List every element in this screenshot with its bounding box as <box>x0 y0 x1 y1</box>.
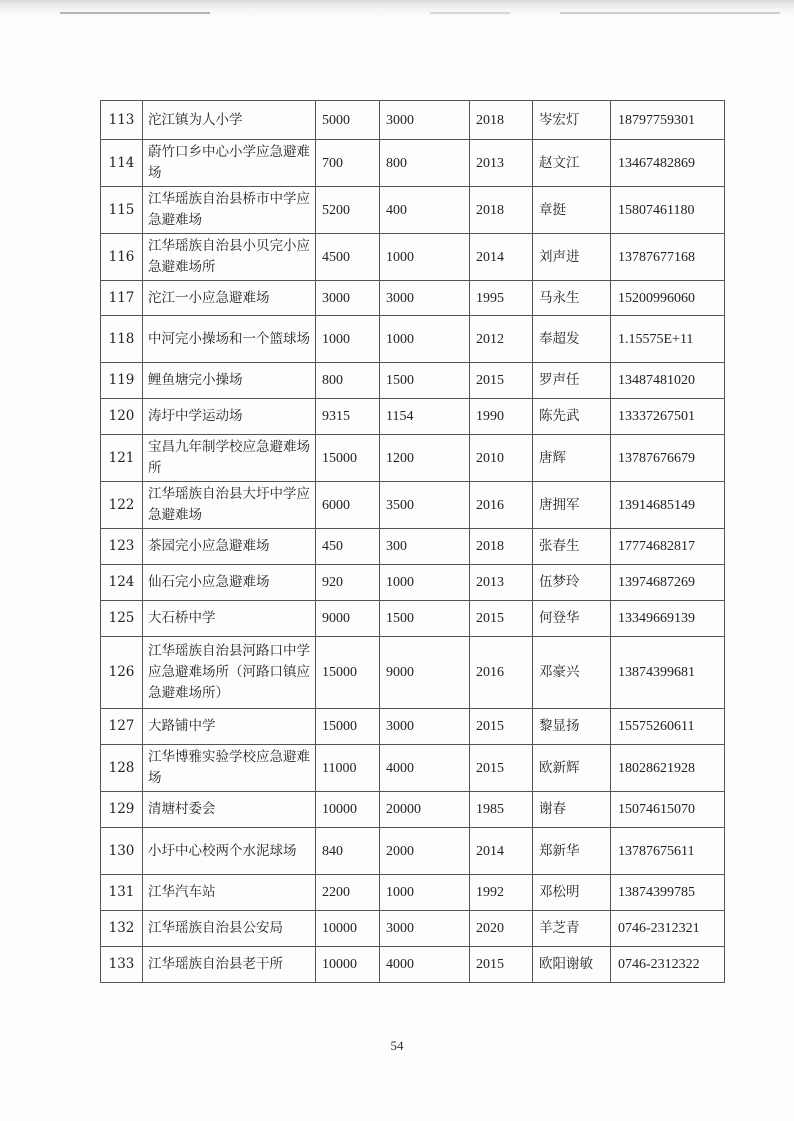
table-row <box>101 140 725 187</box>
cell-phone: 13914685149 <box>611 482 725 529</box>
cell-shelter-name: 江华瑶族自治县大圩中学应急避难场 <box>143 482 316 529</box>
cell-shelter-name: 江华瑶族自治县河路口中学应急避难场所（河路口镇应急避难场所） <box>143 637 316 709</box>
cell-contact-person: 谢春 <box>533 792 611 828</box>
cell-phone: 18797759301 <box>611 101 725 140</box>
cell-contact-person: 唐辉 <box>533 435 611 482</box>
cell-capacity: 1500 <box>380 363 470 399</box>
cell-year: 2016 <box>470 482 533 529</box>
table-row <box>101 565 725 601</box>
cell-year: 2020 <box>470 911 533 947</box>
cell-contact-person: 伍梦玲 <box>533 565 611 601</box>
cell-area: 920 <box>316 565 380 601</box>
cell-capacity: 400 <box>380 187 470 234</box>
cell-area: 5200 <box>316 187 380 234</box>
cell-phone: 13974687269 <box>611 565 725 601</box>
cell-area: 700 <box>316 140 380 187</box>
cell-phone: 13467482869 <box>611 140 725 187</box>
cell-contact-person: 欧阳谢敏 <box>533 947 611 983</box>
cell-index: 113 <box>101 101 143 140</box>
cell-year: 2014 <box>470 828 533 875</box>
cell-index: 131 <box>101 875 143 911</box>
cell-phone: 0746-2312321 <box>611 911 725 947</box>
cell-index: 115 <box>101 187 143 234</box>
cell-area: 9000 <box>316 601 380 637</box>
cell-area: 3000 <box>316 281 380 316</box>
cell-shelter-name: 沱江镇为人小学 <box>143 101 316 140</box>
cell-area: 1000 <box>316 316 380 363</box>
table-row <box>101 363 725 399</box>
cell-area: 450 <box>316 529 380 565</box>
table-row <box>101 316 725 363</box>
cell-year: 2014 <box>470 234 533 281</box>
cell-area: 9315 <box>316 399 380 435</box>
table-row <box>101 709 725 745</box>
table-row <box>101 637 725 709</box>
table-row <box>101 792 725 828</box>
cell-shelter-name: 江华博雅实验学校应急避难场 <box>143 745 316 792</box>
cell-area: 2200 <box>316 875 380 911</box>
table-row <box>101 234 725 281</box>
cell-index: 126 <box>101 637 143 709</box>
cell-index: 119 <box>101 363 143 399</box>
cell-capacity: 2000 <box>380 828 470 875</box>
cell-area: 10000 <box>316 947 380 983</box>
cell-contact-person: 唐拥军 <box>533 482 611 529</box>
cell-phone: 13787676679 <box>611 435 725 482</box>
cell-index: 132 <box>101 911 143 947</box>
cell-shelter-name: 中河完小操场和一个篮球场 <box>143 316 316 363</box>
cell-area: 5000 <box>316 101 380 140</box>
cell-capacity: 3000 <box>380 101 470 140</box>
cell-year: 1990 <box>470 399 533 435</box>
cell-phone: 1.15575E+11 <box>611 316 725 363</box>
cell-area: 4500 <box>316 234 380 281</box>
cell-shelter-name: 大路铺中学 <box>143 709 316 745</box>
table-body <box>101 101 725 983</box>
cell-index: 127 <box>101 709 143 745</box>
cell-contact-person: 邓松明 <box>533 875 611 911</box>
cell-capacity: 9000 <box>380 637 470 709</box>
cell-index: 124 <box>101 565 143 601</box>
cell-capacity: 800 <box>380 140 470 187</box>
cell-shelter-name: 江华瑶族自治县小贝完小应急避难场所 <box>143 234 316 281</box>
page-number: 54 <box>390 1038 404 1053</box>
cell-contact-person: 章挺 <box>533 187 611 234</box>
cell-shelter-name: 江华瑶族自治县公安局 <box>143 911 316 947</box>
cell-contact-person: 奉超发 <box>533 316 611 363</box>
cell-area: 10000 <box>316 911 380 947</box>
cell-area: 11000 <box>316 745 380 792</box>
table-row <box>101 601 725 637</box>
scan-artifact <box>60 12 210 14</box>
cell-index: 121 <box>101 435 143 482</box>
cell-shelter-name: 蔚竹口乡中心小学应急避难场 <box>143 140 316 187</box>
cell-year: 2015 <box>470 601 533 637</box>
cell-shelter-name: 鲤鱼塘完小操场 <box>143 363 316 399</box>
cell-year: 1985 <box>470 792 533 828</box>
cell-index: 128 <box>101 745 143 792</box>
cell-capacity: 3000 <box>380 911 470 947</box>
cell-contact-person: 黎显扬 <box>533 709 611 745</box>
cell-year: 2018 <box>470 101 533 140</box>
cell-area: 15000 <box>316 709 380 745</box>
cell-contact-person: 岑宏灯 <box>533 101 611 140</box>
cell-capacity: 3000 <box>380 281 470 316</box>
cell-contact-person: 罗声任 <box>533 363 611 399</box>
cell-shelter-name: 茶园完小应急避难场 <box>143 529 316 565</box>
table-row <box>101 875 725 911</box>
scan-artifact <box>560 12 780 14</box>
cell-capacity: 1000 <box>380 316 470 363</box>
cell-year: 2012 <box>470 316 533 363</box>
cell-shelter-name: 沱江一小应急避难场 <box>143 281 316 316</box>
cell-shelter-name: 江华汽车站 <box>143 875 316 911</box>
table-row <box>101 101 725 140</box>
cell-year: 1992 <box>470 875 533 911</box>
table-row <box>101 187 725 234</box>
cell-phone: 15074615070 <box>611 792 725 828</box>
cell-year: 2015 <box>470 709 533 745</box>
cell-index: 133 <box>101 947 143 983</box>
table-row <box>101 399 725 435</box>
cell-capacity: 3000 <box>380 709 470 745</box>
cell-contact-person: 刘声进 <box>533 234 611 281</box>
cell-phone: 15807461180 <box>611 187 725 234</box>
cell-year: 2010 <box>470 435 533 482</box>
cell-area: 840 <box>316 828 380 875</box>
cell-index: 118 <box>101 316 143 363</box>
cell-shelter-name: 仙石完小应急避难场 <box>143 565 316 601</box>
cell-contact-person: 羊芝青 <box>533 911 611 947</box>
shelter-table <box>100 100 725 983</box>
cell-shelter-name: 涛圩中学运动场 <box>143 399 316 435</box>
cell-phone: 15200996060 <box>611 281 725 316</box>
cell-year: 2013 <box>470 140 533 187</box>
cell-phone: 13787677168 <box>611 234 725 281</box>
cell-area: 6000 <box>316 482 380 529</box>
cell-contact-person: 赵文江 <box>533 140 611 187</box>
cell-area: 10000 <box>316 792 380 828</box>
table-row <box>101 828 725 875</box>
cell-phone: 13487481020 <box>611 363 725 399</box>
cell-contact-person: 马永生 <box>533 281 611 316</box>
cell-contact-person: 邓豪兴 <box>533 637 611 709</box>
cell-capacity: 1000 <box>380 234 470 281</box>
cell-phone: 15575260611 <box>611 709 725 745</box>
cell-area: 15000 <box>316 637 380 709</box>
cell-capacity: 1000 <box>380 875 470 911</box>
cell-index: 125 <box>101 601 143 637</box>
cell-capacity: 20000 <box>380 792 470 828</box>
cell-year: 2016 <box>470 637 533 709</box>
cell-year: 2018 <box>470 187 533 234</box>
cell-index: 116 <box>101 234 143 281</box>
scan-artifact <box>430 12 510 14</box>
cell-contact-person: 欧新辉 <box>533 745 611 792</box>
cell-capacity: 3500 <box>380 482 470 529</box>
cell-shelter-name: 小圩中心校两个水泥球场 <box>143 828 316 875</box>
cell-phone: 17774682817 <box>611 529 725 565</box>
cell-capacity: 1500 <box>380 601 470 637</box>
cell-phone: 13349669139 <box>611 601 725 637</box>
table-row <box>101 482 725 529</box>
cell-year: 2015 <box>470 363 533 399</box>
cell-index: 120 <box>101 399 143 435</box>
cell-year: 2018 <box>470 529 533 565</box>
cell-contact-person: 陈先武 <box>533 399 611 435</box>
table-row <box>101 911 725 947</box>
table-row <box>101 745 725 792</box>
cell-capacity: 1154 <box>380 399 470 435</box>
cell-contact-person: 郑新华 <box>533 828 611 875</box>
cell-phone: 13337267501 <box>611 399 725 435</box>
cell-capacity: 4000 <box>380 745 470 792</box>
cell-capacity: 1000 <box>380 565 470 601</box>
cell-area: 15000 <box>316 435 380 482</box>
cell-year: 2015 <box>470 947 533 983</box>
cell-year: 2015 <box>470 745 533 792</box>
cell-shelter-name: 江华瑶族自治县桥市中学应急避难场 <box>143 187 316 234</box>
cell-index: 117 <box>101 281 143 316</box>
cell-contact-person: 张春生 <box>533 529 611 565</box>
cell-index: 122 <box>101 482 143 529</box>
table-row <box>101 947 725 983</box>
cell-phone: 13874399681 <box>611 637 725 709</box>
cell-index: 129 <box>101 792 143 828</box>
cell-capacity: 1200 <box>380 435 470 482</box>
cell-phone: 13787675611 <box>611 828 725 875</box>
cell-contact-person: 何登华 <box>533 601 611 637</box>
cell-phone: 18028621928 <box>611 745 725 792</box>
cell-year: 2013 <box>470 565 533 601</box>
cell-area: 800 <box>316 363 380 399</box>
cell-capacity: 300 <box>380 529 470 565</box>
cell-shelter-name: 清塘村委会 <box>143 792 316 828</box>
cell-shelter-name: 宝昌九年制学校应急避难场所 <box>143 435 316 482</box>
cell-shelter-name: 大石桥中学 <box>143 601 316 637</box>
table-row <box>101 281 725 316</box>
cell-year: 1995 <box>470 281 533 316</box>
cell-phone: 13874399785 <box>611 875 725 911</box>
cell-phone: 0746-2312322 <box>611 947 725 983</box>
cell-index: 130 <box>101 828 143 875</box>
cell-shelter-name: 江华瑶族自治县老干所 <box>143 947 316 983</box>
table-row <box>101 529 725 565</box>
cell-index: 114 <box>101 140 143 187</box>
cell-capacity: 4000 <box>380 947 470 983</box>
scan-edge-shadow <box>0 0 794 18</box>
cell-index: 123 <box>101 529 143 565</box>
table-row <box>101 435 725 482</box>
